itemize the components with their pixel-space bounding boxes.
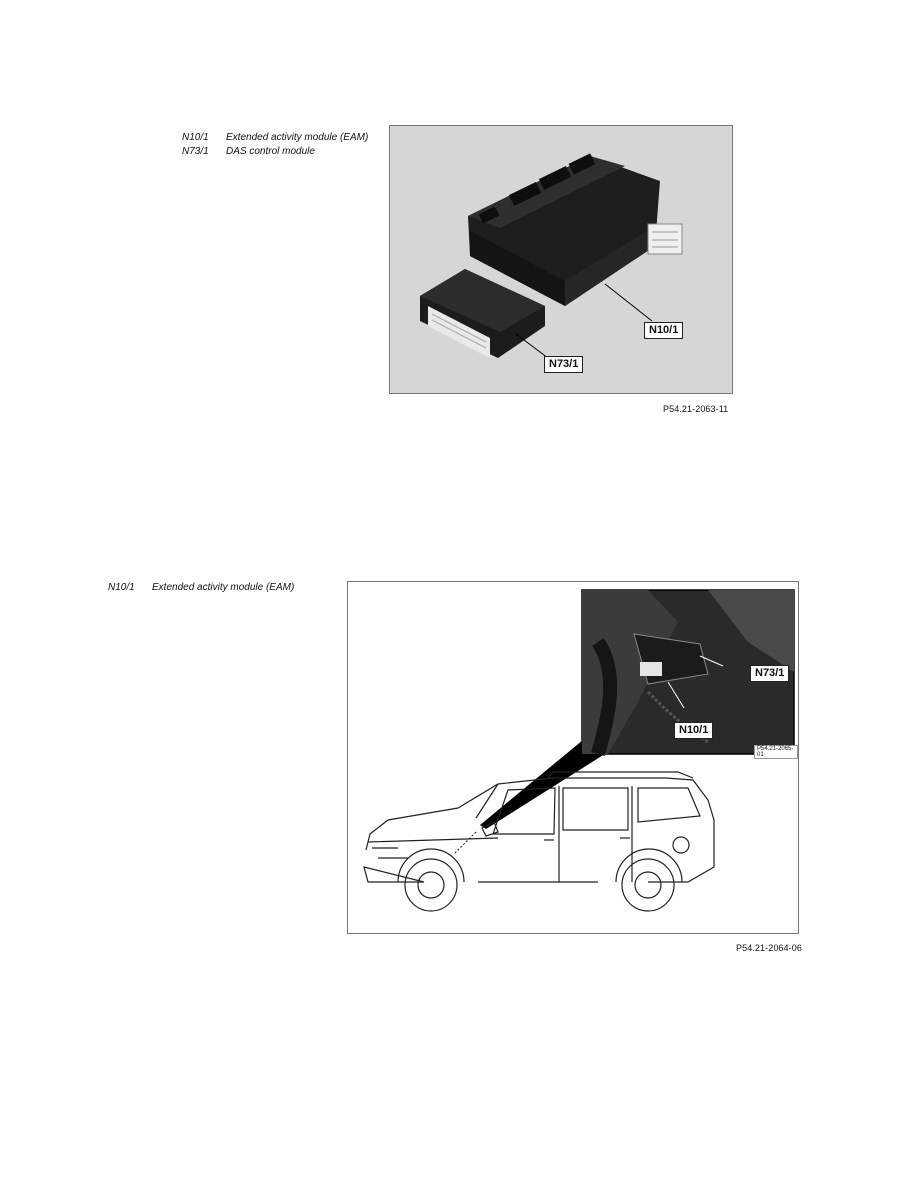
legend-row	[182, 145, 368, 159]
figure-id: P54.21-2063-11	[663, 404, 729, 414]
legend-desc: Extended activity module (EAM)	[226, 132, 369, 143]
legend-code: N10/1	[108, 582, 135, 593]
inset-callout-n10-1: N10/1	[674, 722, 713, 739]
callout-n73-1: N73/1	[544, 356, 583, 373]
inset-callout-n73-1: N73/1	[750, 665, 789, 682]
inset-figure-id: P54.21-2065-01	[754, 745, 798, 759]
vehicle-location-figure	[347, 581, 799, 934]
module-photo-figure	[389, 125, 733, 394]
legend-code: N10/1	[182, 132, 209, 143]
figure-id: P54.21-2064-06	[736, 943, 802, 953]
legend-section2	[108, 581, 294, 595]
legend-row	[108, 581, 294, 595]
legend-desc: DAS control module	[226, 146, 315, 157]
legend-desc: Extended activity module (EAM)	[152, 582, 295, 593]
vehicle-line-drawing	[348, 582, 798, 933]
callout-n10-1: N10/1	[644, 322, 683, 339]
legend-section1	[182, 131, 368, 159]
legend-row	[182, 131, 368, 145]
module-photo-illustration	[390, 126, 732, 393]
legend-code: N73/1	[182, 146, 209, 157]
